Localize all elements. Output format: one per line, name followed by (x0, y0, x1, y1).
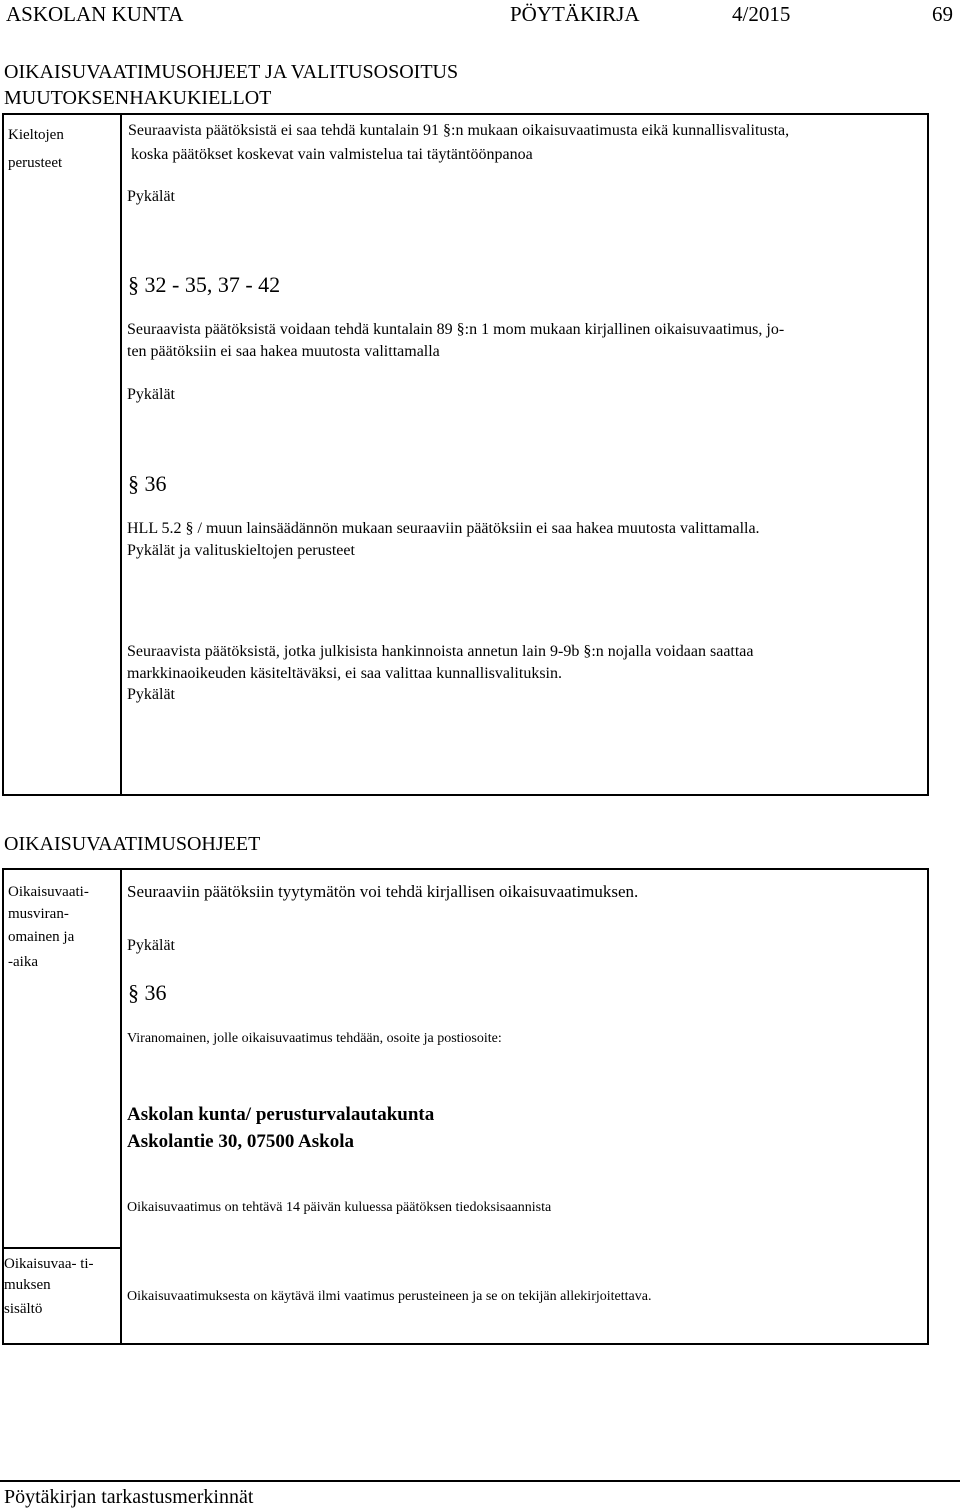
s2-pykalat-label: Pykälät (127, 937, 175, 954)
s1-pykalat-label-1: Pykälät (127, 188, 175, 205)
side-label-b-line1: Oikaisuvaa- ti- (4, 1256, 94, 1272)
side-label-b-line2: muksen (4, 1277, 51, 1293)
s1-paragraph1-line2: koska päätökset koskevat vain valmistelua tai täytäntöönpanoa (131, 146, 533, 163)
s2-section-list: § 36 (128, 980, 167, 1005)
s1-paragraph4-line1: Seuraavista päätöksistä, jotka julkisista hankinnoista annetun lain 9-9b §:n nojalla voidaan saattaa (127, 643, 754, 660)
s1-paragraph1-line1: Seuraavista päätöksistä ei saa tehdä kuntalain 91 §:n mukaan oikaisuvaatimusta eikä kunnallisvalitusta, (128, 122, 790, 139)
footer-text: Pöytäkirjan tarkastusmerkinnät (4, 1486, 254, 1508)
side-label-a-line1: Oikaisuvaati- (8, 884, 89, 900)
section2-divider (120, 868, 122, 1345)
section1-title-line2: MUUTOKSENHAKUKIELLOT (4, 87, 272, 109)
s2-paragraph3: Oikaisuvaatimus on tehtävä 14 päivän kuluessa päätöksen tiedoksisaannista (127, 1200, 552, 1215)
s1-paragraph4-line2: markkinaoikeuden käsiteltäväksi, ei saa valittaa kunnallisvalituksin. (127, 665, 562, 682)
s2-paragraph2: Viranomainen, jolle oikaisuvaatimus tehdään, osoite ja postiosoite: (127, 1031, 502, 1046)
s1-paragraph2-line2: ten päätöksiin ei saa hakea muutosta valittamalla (127, 343, 440, 360)
side-label-a-line3: omainen ja (8, 929, 75, 945)
s1-section-list-2: § 36 (128, 471, 167, 496)
s1-paragraph3-line2: Pykälät ja valituskieltojen perusteet (127, 542, 355, 559)
section1-divider (120, 113, 122, 796)
header-page-number: 69 (932, 2, 953, 26)
s1-pykalat-label-2: Pykälät (127, 386, 175, 403)
s2-address-line1: Askolan kunta/ perusturvalautakunta (127, 1104, 435, 1125)
section2-title: OIKAISUVAATIMUSOHJEET (4, 833, 261, 855)
section2-side-separator (2, 1247, 121, 1249)
section1-title-line1: OIKAISUVAATIMUSOHJEET JA VALITUSOSOITUS (4, 61, 459, 83)
side-label-b-line3: sisältö (4, 1301, 43, 1317)
s2-paragraph1: Seuraaviin päätöksiin tyytymätön voi tehdä kirjallisen oikaisuvaatimuksen. (127, 882, 639, 901)
side-label-kieltojen: Kieltojen (8, 127, 64, 143)
footer-rule (0, 1480, 960, 1482)
header-doc-number: 4/2015 (732, 2, 791, 26)
s1-pykalat-label-4: Pykälät (127, 686, 175, 703)
header-org: ASKOLAN KUNTA (6, 2, 184, 26)
s1-section-list-1: § 32 - 35, 37 - 42 (128, 272, 281, 297)
side-label-a-line2: musviran- (8, 906, 69, 922)
side-label-perusteet: perusteet (8, 155, 63, 171)
s1-paragraph2-line1: Seuraavista päätöksistä voidaan tehdä kuntalain 89 §:n 1 mom mukaan kirjallinen oikaisuvaatimus, jo- (127, 321, 785, 338)
s1-paragraph3-line1: HLL 5.2 § / muun lainsäädännön mukaan seuraaviin päätöksiin ei saa hakea muutosta valittamalla. (127, 520, 760, 537)
side-label-a-line4: -aika (8, 954, 38, 970)
header-doc-type: PÖYTÄKIRJA (510, 2, 640, 26)
s2-address-line2: Askolantie 30, 07500 Askola (127, 1131, 354, 1152)
s2-paragraph4: Oikaisuvaatimuksesta on käytävä ilmi vaatimus perusteineen ja se on tekijän allekirjoitettava. (127, 1289, 652, 1304)
